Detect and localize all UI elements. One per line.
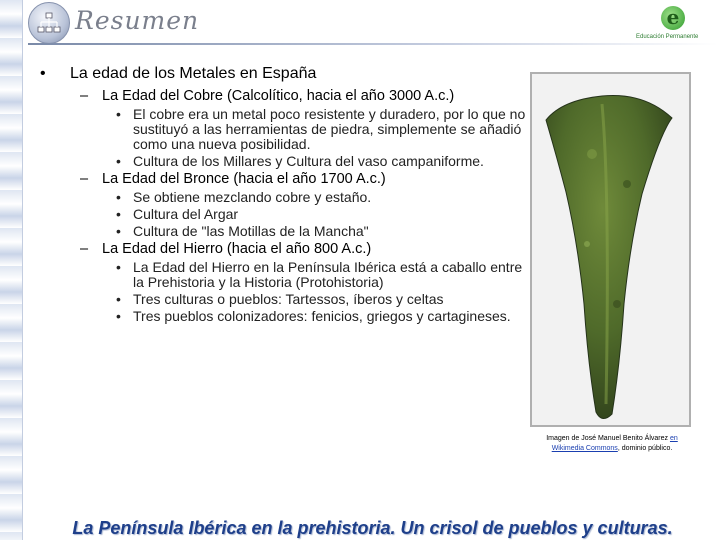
main-bullet [40,64,530,84]
bullet-icon: • [40,65,46,82]
educacion-permanente-logo [636,4,714,44]
image-caption [530,434,694,454]
caption-prefix: Imagen de José Manuel Benito Álvarez [546,435,670,442]
list-item [40,107,530,152]
bullet-icon: • [116,189,121,205]
list-item-text: El cobre era un metal poco resistente y duradero, por lo que no sustituyó a las herramientas de piedra, simplemente se añadió como una nueva posibilidad. [133,106,526,152]
main-bullet-text: La edad de los Metales en España [70,65,317,82]
section-bronce [40,171,530,188]
list-item [40,154,530,169]
list-item-text: Tres culturas o pueblos: Tartessos, íberos y celtas [133,291,444,307]
bullet-icon: • [116,291,121,307]
bullet-icon: • [116,106,121,122]
section-title: La Edad del Bronce (hacia el año 1700 A.c.) [102,171,386,187]
slide-title: Resumen [75,6,200,35]
network-icon [37,12,61,34]
list-item [40,260,530,290]
logo-text: Educación Permanente [636,34,699,40]
list-item [40,292,530,307]
spearhead-illustration [532,74,689,425]
list-item [40,309,530,324]
slide-content [40,64,530,324]
list-item-text: Tres pueblos colonizadores: fenicios, griegos y cartagineses. [133,308,511,324]
list-item-text: Cultura de los Millares y Cultura del vaso campaniforme. [133,153,484,169]
logo-icon: e [661,6,685,30]
list-item [40,207,530,222]
bullet-icon: • [116,153,121,169]
list-item-text: La Edad del Hierro en la Península Ibérica está a caballo entre la Prehistoria y la Historia (Protohistoria) [133,259,523,290]
footer-title: La Península Ibérica en la prehistoria. Un crisol de pueblos y culturas. [72,518,673,538]
header-icon-badge [28,2,70,44]
section-title: La Edad del Hierro (hacia el año 800 A.c.) [102,241,372,257]
caption-link-wikimedia[interactable]: Wikimedia Commons [551,445,618,452]
left-decorative-border [0,0,23,540]
bullet-icon: • [116,308,121,324]
dash-icon: – [80,88,89,104]
header-divider [28,43,718,45]
bullet-icon: • [116,259,121,275]
dash-icon: – [80,241,89,257]
bullet-icon: • [116,223,121,239]
list-item [40,224,530,239]
caption-suffix: , dominio público. [617,445,673,452]
bullet-icon: • [116,206,121,222]
list-item-text: Cultura de "las Motillas de la Mancha" [133,223,369,239]
section-hierro [40,241,530,258]
section-cobre [40,88,530,105]
dash-icon: – [80,171,89,187]
section-title: La Edad del Cobre (Calcolítico, hacia el año 3000 A.c.) [102,88,455,104]
bronze-spearhead-image [530,72,691,427]
caption-link-en[interactable]: en [669,435,678,442]
list-item [40,190,530,205]
list-item-text: Cultura del Argar [133,206,239,222]
list-item-text: Se obtiene mezclando cobre y estaño. [133,189,372,205]
